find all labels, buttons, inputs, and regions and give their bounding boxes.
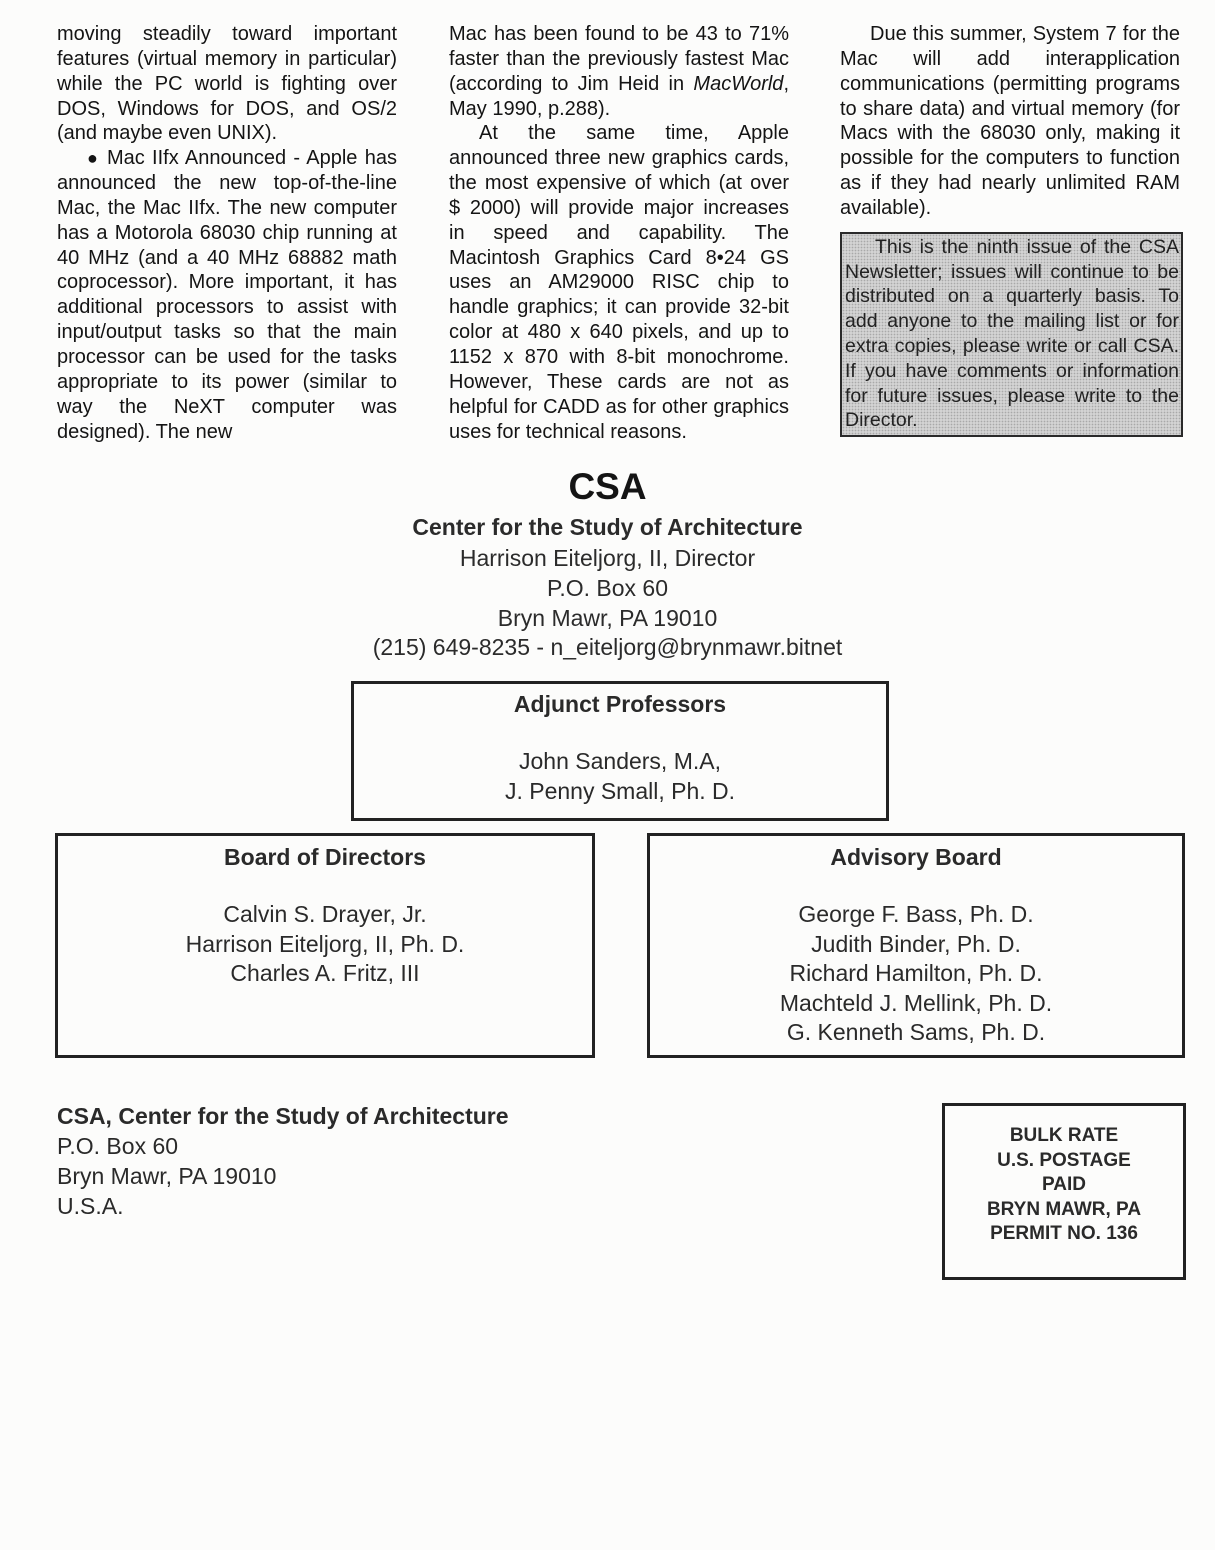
- list-item: J. Penny Small, Ph. D.: [504, 777, 736, 804]
- board-of-directors-list: [58, 900, 592, 989]
- newsletter-notice-text: This is the ninth issue of the CSA Newsletter; issues will continue to be distributed on a quarterly basis. To add anyone to the mailing list or for extra copies, please write or call CSA. If you have comments or information for future issues, please write to the Director.: [845, 235, 1179, 432]
- advisory-board-box: [647, 833, 1185, 1058]
- return-address: [57, 1101, 509, 1221]
- postage-line: BULK RATE: [1009, 1125, 1119, 1146]
- article-column-1: [57, 22, 397, 444]
- adjunct-professors-title: Adjunct Professors: [513, 691, 727, 717]
- postage-line: U.S. POSTAGE: [997, 1149, 1131, 1171]
- column1-paragraph-2: [57, 146, 397, 444]
- return-address-title: CSA, Center for the Study of Architecture: [57, 1103, 509, 1129]
- advisory-board-title: Advisory Board: [830, 844, 1002, 870]
- list-item: George F. Bass, Ph. D.: [798, 901, 1034, 927]
- postage-line: PAID: [1042, 1174, 1086, 1195]
- list-item: Charles A. Fritz, III: [230, 960, 420, 986]
- board-of-directors-title: Board of Directors: [224, 844, 426, 870]
- article-column-2: [449, 22, 789, 444]
- masthead-director: Harrison Eiteljorg, II, Director: [459, 545, 756, 571]
- column2-paragraph-1: [449, 22, 789, 121]
- masthead-acronym: CSA: [568, 466, 647, 507]
- adjunct-professors-list: [354, 747, 886, 806]
- postage-line: BRYN MAWR, PA: [986, 1198, 1142, 1220]
- return-address-city: Bryn Mawr, PA 19010: [57, 1163, 277, 1189]
- bullet-icon: ●: [87, 148, 100, 169]
- list-item: John Sanders, M.A,: [519, 748, 721, 774]
- list-item: Calvin S. Drayer, Jr.: [223, 901, 427, 927]
- column2-paragraph-1-text: Mac has been found to be 43 to 71% faster than the previously fastest Mac (according to Jim Heid in: [449, 23, 789, 95]
- postage-indicia: [942, 1103, 1186, 1280]
- list-item: Machteld J. Mellink, Ph. D.: [779, 989, 1053, 1016]
- list-item: Judith Binder, Ph. D.: [811, 930, 1021, 957]
- postage-line: PERMIT NO. 136: [990, 1223, 1138, 1244]
- article-heading-mac-iifx: Mac IIfx Announced -: [106, 147, 307, 170]
- masthead-po-box: P.O. Box 60: [546, 575, 669, 601]
- board-of-directors-box: [55, 833, 595, 1058]
- newsletter-notice-box: [840, 232, 1183, 437]
- column2-paragraph-2: At the same time, Apple announced three new graphics cards, the most expensive of which (at over $ 2000) will provide major increases in speed and capability. The Macintosh Graphics Card 8•24 GS uses an AM29000 RISC chip to handle graphics; it can provide 32-bit color at 480 x 640 pixels, and up to 1152 x 870 with 8-bit monochrome. However, These cards are not as helpful for CADD as for other graphics uses for technical reasons.: [449, 122, 789, 443]
- column1-paragraph-2-text: Apple has announced the new top-of-the-line Mac, the Mac IIfx. The new computer has a Motorola 68030 chip running at 40 MHz (and a 40 MHz 68882 math coprocessor). More important, it has additional processors to assist with input/output tasks so that the main processor can be used for the tasks appropriate to its power (similar to way the NeXT computer was designed). The new: [57, 147, 397, 443]
- column2-paragraph-1-citation: , May 1990, p.288).: [449, 72, 789, 120]
- adjunct-professors-box: [351, 681, 889, 821]
- article-column-3: [840, 22, 1180, 437]
- return-address-po-box: P.O. Box 60: [57, 1133, 179, 1159]
- masthead-organization-name: Center for the Study of Architecture: [412, 514, 803, 540]
- magazine-title: MacWorld: [693, 72, 784, 95]
- column3-paragraph-1: Due this summer, System 7 for the Mac will add interapplication communications (permitting programs to share data) and virtual memory (for Macs with the 68030 only, making it possible for the computers to function as if they had nearly unlimited RAM available).: [840, 23, 1180, 219]
- list-item: G. Kenneth Sams, Ph. D.: [786, 1019, 1046, 1045]
- column1-paragraph-1: moving steadily toward important features (virtual memory in particular) while the PC world is fighting over DOS, Windows for DOS, and OS/2 (and maybe even UNIX).: [57, 23, 397, 145]
- list-item: Richard Hamilton, Ph. D.: [789, 960, 1043, 986]
- advisory-board-list: [650, 900, 1182, 1048]
- masthead-city: Bryn Mawr, PA 19010: [497, 605, 718, 631]
- list-item: Harrison Eiteljorg, II, Ph. D.: [185, 930, 465, 957]
- masthead-contact: (215) 649-8235 - n_eiteljorg@brynmawr.bitnet: [372, 634, 843, 660]
- return-address-country: U.S.A.: [57, 1193, 124, 1219]
